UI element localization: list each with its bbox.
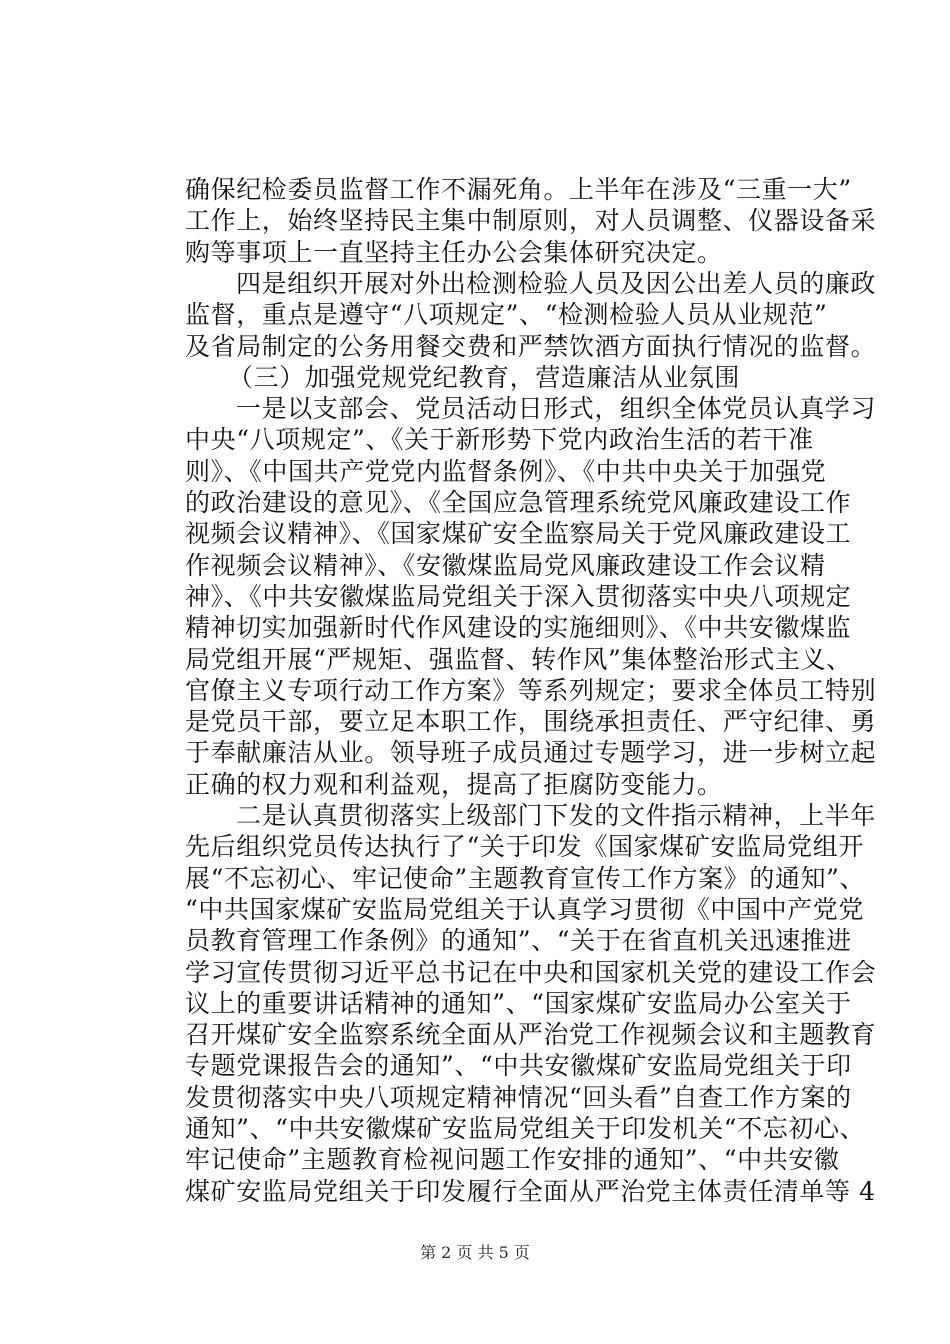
text-line: 作视频会议精神》、《安徽煤监局党风廉政建设工作会议精 (185, 551, 826, 580)
section-heading: （三）加强党规党纪教育，营造廉洁从业氛围 (228, 363, 741, 392)
text-line: 通知”、“中共安徽煤矿安监局党组关于印发机关“不忘初心、 (185, 1114, 866, 1143)
text-line: 召开煤矿安全监察系统全面从严治党工作视频会议和主题教育 (185, 1020, 877, 1049)
text-line: 局党组开展“严规矩、强监督、转作风”集体整治形式主义、 (185, 645, 852, 674)
text-line: 精神切实加强新时代作风建设的实施细则》、《中共安徽煤监 (185, 613, 852, 642)
text-line: 确保纪检委员监督工作不漏死角。上半年在涉及“三重一大” (185, 175, 852, 204)
text-line: 官僚主义专项行动工作方案》等系列规定；要求全体员工特别 (185, 676, 877, 705)
text-line: 神》、《中共安徽煤监局党组关于深入贯彻落实中央八项规定 (185, 582, 852, 611)
text-line: 的政治建设的意见》、《全国应急管理系统党风廉政建设工作 (185, 488, 852, 517)
text-line: 学习宣传贯彻习近平总书记在中央和国家机关党的建设工作会 (185, 958, 877, 987)
text-line: “中共国家煤矿安监局党组关于认真学习贯彻《中国中产党党 (185, 895, 864, 924)
text-line: 于奉献廉洁从业。领导班子成员通过专题学习，进一步树立起 (185, 738, 877, 767)
text-line: 员教育管理工作条例》的通知”、“关于在省直机关迅速推进 (185, 926, 852, 955)
text-line: 四是组织开展对外出检测检验人员及因公出差人员的廉政 (236, 269, 877, 298)
text-line: 视频会议精神》、《国家煤矿安全监察局关于党风廉政建设工 (185, 519, 852, 548)
text-line: 牢记使命”主题教育检视问题工作安排的通知”、“中共安徽 (185, 1145, 840, 1174)
text-line: 则》、《中国共产党党内监督条例》、《中共中央关于加强党 (185, 457, 827, 486)
text-line: 及省局制定的公务用餐交费和严禁饮酒方面执行情况的监督。 (185, 332, 877, 361)
text-line: 是党员干部，要立足本职工作，围绕承担责任、严守纪律、勇 (185, 707, 877, 736)
text-line: 中央“八项规定”、《关于新形势下党内政治生活的若干准 (185, 425, 814, 454)
text-line: 发贯彻落实中央八项规定精神情况“回头看”自查工作方案的 (185, 1083, 852, 1112)
text-line: 工作上，始终坚持民主集中制原则，对人员调整、仪器设备采 (185, 206, 877, 235)
text-line: 监督，重点是遵守“八项规定”、“检测检验人员从业规范” (185, 300, 828, 329)
text-line: 专题党课报告会的通知”、“中共安徽煤矿安监局党组关于印 (185, 1051, 852, 1080)
text-line: 议上的重要讲话精神的通知”、“国家煤矿安监局办公室关于 (185, 989, 852, 1018)
text-line: 先后组织党员传达执行了“关于印发《国家煤矿安监局党组开 (185, 832, 864, 861)
text-line: 二是认真贯彻落实上级部门下发的文件指示精神，上半年 (236, 801, 877, 830)
text-line: 一是以支部会、党员活动日形式，组织全体党员认真学习 (236, 394, 877, 423)
text-line: 煤矿安监局党组关于印发履行全面从严治党主体责任清单等 4 (185, 1177, 876, 1206)
text-line: 购等事项上一直坚持主任办公会集体研究决定。 (185, 238, 723, 267)
page-footer: 第 2 页 共 5 页 (420, 1243, 530, 1262)
text-line: 正确的权力观和利益观，提高了拒腐防变能力。 (185, 770, 723, 799)
text-line: 展“不忘初心、牢记使命”主题教育宣传工作方案》的通知”、 (185, 864, 866, 893)
